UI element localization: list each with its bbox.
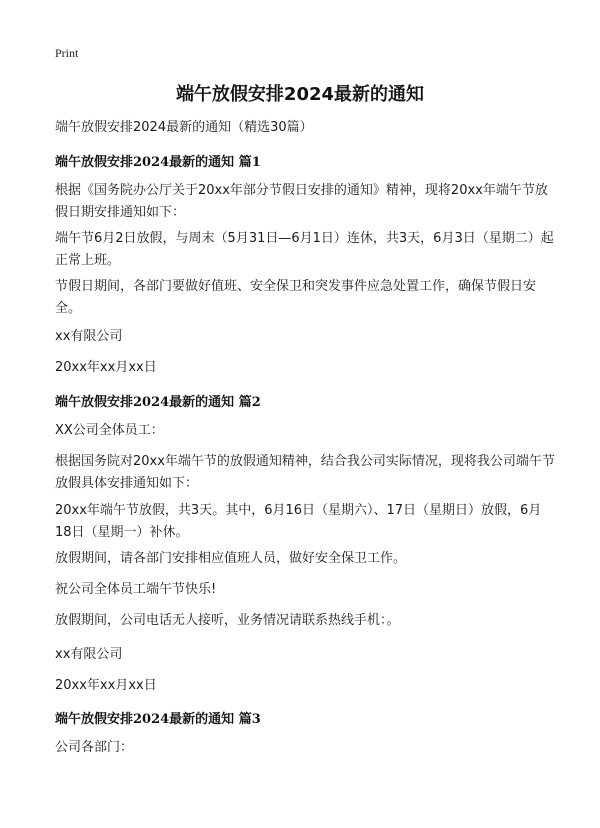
section-2-paragraph-2: 20xx年端午节放假，共3天。其中，6月16日（星期六）、17日（星期日）放假，6月18日（星期一）补休。 [55,503,542,540]
section-3-greeting: 公司各部门： [55,740,134,755]
section-1-company: xx有限公司 [55,329,123,344]
section-heading-1: 端午放假安排2024最新的通知 篇1 [55,155,261,170]
section-heading-2: 端午放假安排2024最新的通知 篇2 [55,395,261,410]
section-1-date: 20xx年xx月xx日 [55,360,157,375]
section-heading-3: 端午放假安排2024最新的通知 篇3 [55,712,261,727]
document-title: 端午放假安排2024最新的通知 [175,84,425,105]
section-2-paragraph-3: 放假期间，请各部门安排相应值班人员，做好安全保卫工作。 [55,551,407,566]
section-2-greeting: XX公司全体员工： [55,423,164,438]
section-2-paragraph-5: 放假期间，公司电话无人接听，业务情况请联系热线手机：。 [55,613,400,628]
section-1-paragraph-1: 根据《国务院办公厅关于20xx年部分节假日安排的通知》精神，现将20xx年端午节放假日期安排通知如下： [55,183,548,220]
section-2-date: 20xx年xx月xx日 [55,678,157,693]
section-2-company: xx有限公司 [55,647,123,662]
section-2-paragraph-4: 祝公司全体员工端午节快乐! [55,582,217,597]
section-2-paragraph-1: 根据国务院对20xx年端午节的放假通知精神，结合我公司实际情况，现将我公司端午节放假具体安排通知如下： [55,454,555,491]
document-subtitle: 端午放假安排2024最新的通知（精选30篇） [55,120,313,135]
print-label: Print [55,46,79,60]
section-1-paragraph-2: 端午节6月2日放假，与周末（5月31日—6月1日）连休，共3天，6月3日（星期二）起正常上班。 [55,231,554,268]
section-1-paragraph-3: 节假日期间，各部门要做好值班、安全保卫和突发事件应急处置工作，确保节假日安全。 [55,279,537,316]
